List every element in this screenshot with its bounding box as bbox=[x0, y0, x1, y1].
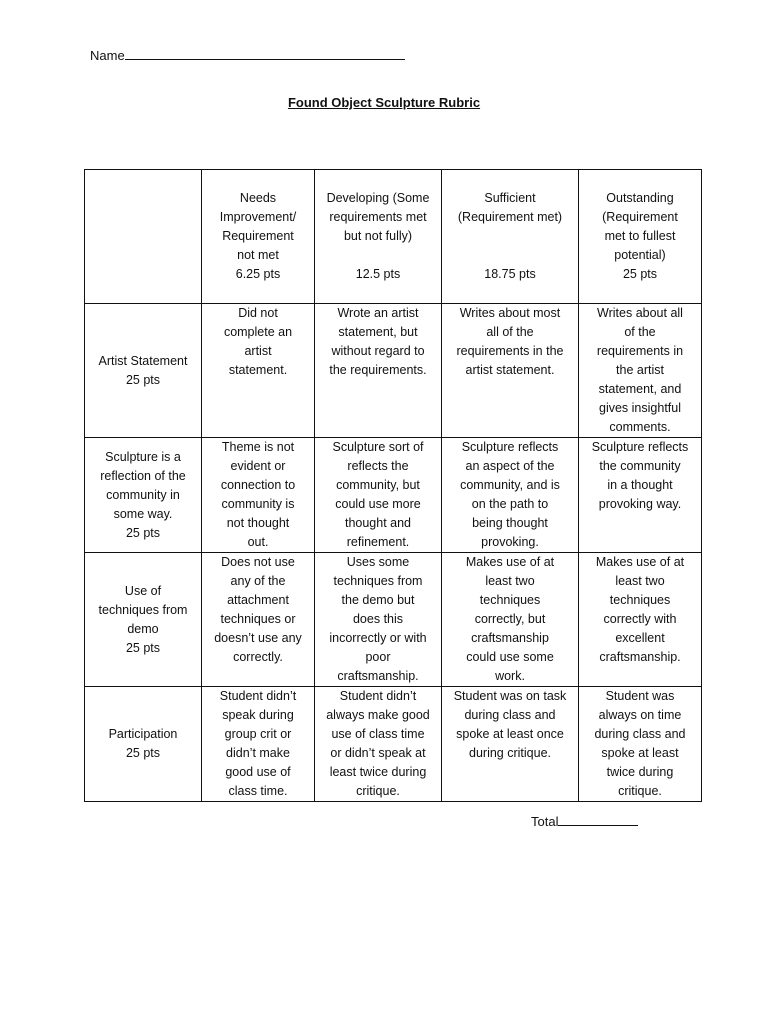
rubric-cell: Theme is not evident or connection to community is not thought out. bbox=[202, 438, 315, 553]
level-label-needs-improvement: Needs Improvement/ Requirement not met bbox=[219, 191, 297, 262]
level-points-sufficient: 18.75 pts bbox=[484, 267, 536, 281]
page-title bbox=[0, 95, 768, 110]
level-label-sufficient: Sufficient (Requirement met) bbox=[457, 191, 563, 224]
rubric-row-techniques bbox=[85, 553, 702, 687]
rubric-header-cell bbox=[579, 170, 702, 304]
rubric-header-row bbox=[85, 170, 702, 304]
rubric-cell: Uses some techniques from the demo but does this incorrectly or with poor craftsmanship. bbox=[315, 553, 442, 687]
rubric-row-participation bbox=[85, 687, 702, 802]
rubric-cell: Wrote an artist statement, but without regard to the requirements. bbox=[315, 304, 442, 438]
rubric-corner-cell bbox=[85, 170, 202, 304]
level-points-developing: 12.5 pts bbox=[355, 267, 401, 281]
rubric-header-cell bbox=[202, 170, 315, 304]
name-label: Name bbox=[90, 48, 125, 63]
rubric-cell: Student didn’t speak during group crit or didn’t make good use of class time. bbox=[202, 687, 315, 802]
total-blank-line bbox=[558, 813, 638, 826]
criterion-cell: Use of techniques from demo 25 pts bbox=[85, 553, 202, 687]
rubric-table bbox=[84, 169, 702, 802]
page-title-text: Found Object Sculpture Rubric bbox=[287, 95, 481, 110]
criterion-cell: Sculpture is a reflection of the community in some way. 25 pts bbox=[85, 438, 202, 553]
rubric-cell: Sculpture reflects an aspect of the community, and is on the path to being thought provoking. bbox=[442, 438, 579, 553]
name-blank-line bbox=[125, 47, 405, 60]
rubric-cell: Writes about all of the requirements in the artist statement, and gives insightful comments. bbox=[579, 304, 702, 438]
level-label-outstanding: Outstanding (Requirement met to fullest potential) bbox=[602, 191, 678, 262]
total-label: Total bbox=[531, 814, 559, 829]
name-field bbox=[90, 47, 405, 63]
rubric-cell: Sculpture reflects the community in a thought provoking way. bbox=[579, 438, 702, 553]
rubric-cell: Makes use of at least two techniques correctly, but craftsmanship could use some work. bbox=[442, 553, 579, 687]
rubric-row-community-reflection bbox=[85, 438, 702, 553]
rubric-cell: Student was on task during class and spoke at least once during critique. bbox=[442, 687, 579, 802]
rubric-cell: Did not complete an artist statement. bbox=[202, 304, 315, 438]
criterion-cell: Participation 25 pts bbox=[85, 687, 202, 802]
level-points-outstanding: 25 pts bbox=[622, 267, 658, 281]
criterion-cell: Artist Statement 25 pts bbox=[85, 304, 202, 438]
rubric-cell: Does not use any of the attachment techniques or doesn’t use any correctly. bbox=[202, 553, 315, 687]
rubric-row-artist-statement bbox=[85, 304, 702, 438]
level-points-needs-improvement: 6.25 pts bbox=[235, 267, 281, 281]
rubric-cell: Writes about most all of the requirements in the artist statement. bbox=[442, 304, 579, 438]
rubric-cell: Sculpture sort of reflects the community, but could use more thought and refinement. bbox=[315, 438, 442, 553]
rubric-cell: Student didn’t always make good use of class time or didn’t speak at least twice during critique. bbox=[315, 687, 442, 802]
rubric-header-cell bbox=[442, 170, 579, 304]
rubric-cell: Student was always on time during class and spoke at least twice during critique. bbox=[579, 687, 702, 802]
level-label-developing: Developing (Some requirements met but not fully) bbox=[326, 191, 430, 243]
rubric-cell: Makes use of at least two techniques correctly with excellent craftsmanship. bbox=[579, 553, 702, 687]
total-field bbox=[531, 813, 638, 829]
rubric-header-cell bbox=[315, 170, 442, 304]
